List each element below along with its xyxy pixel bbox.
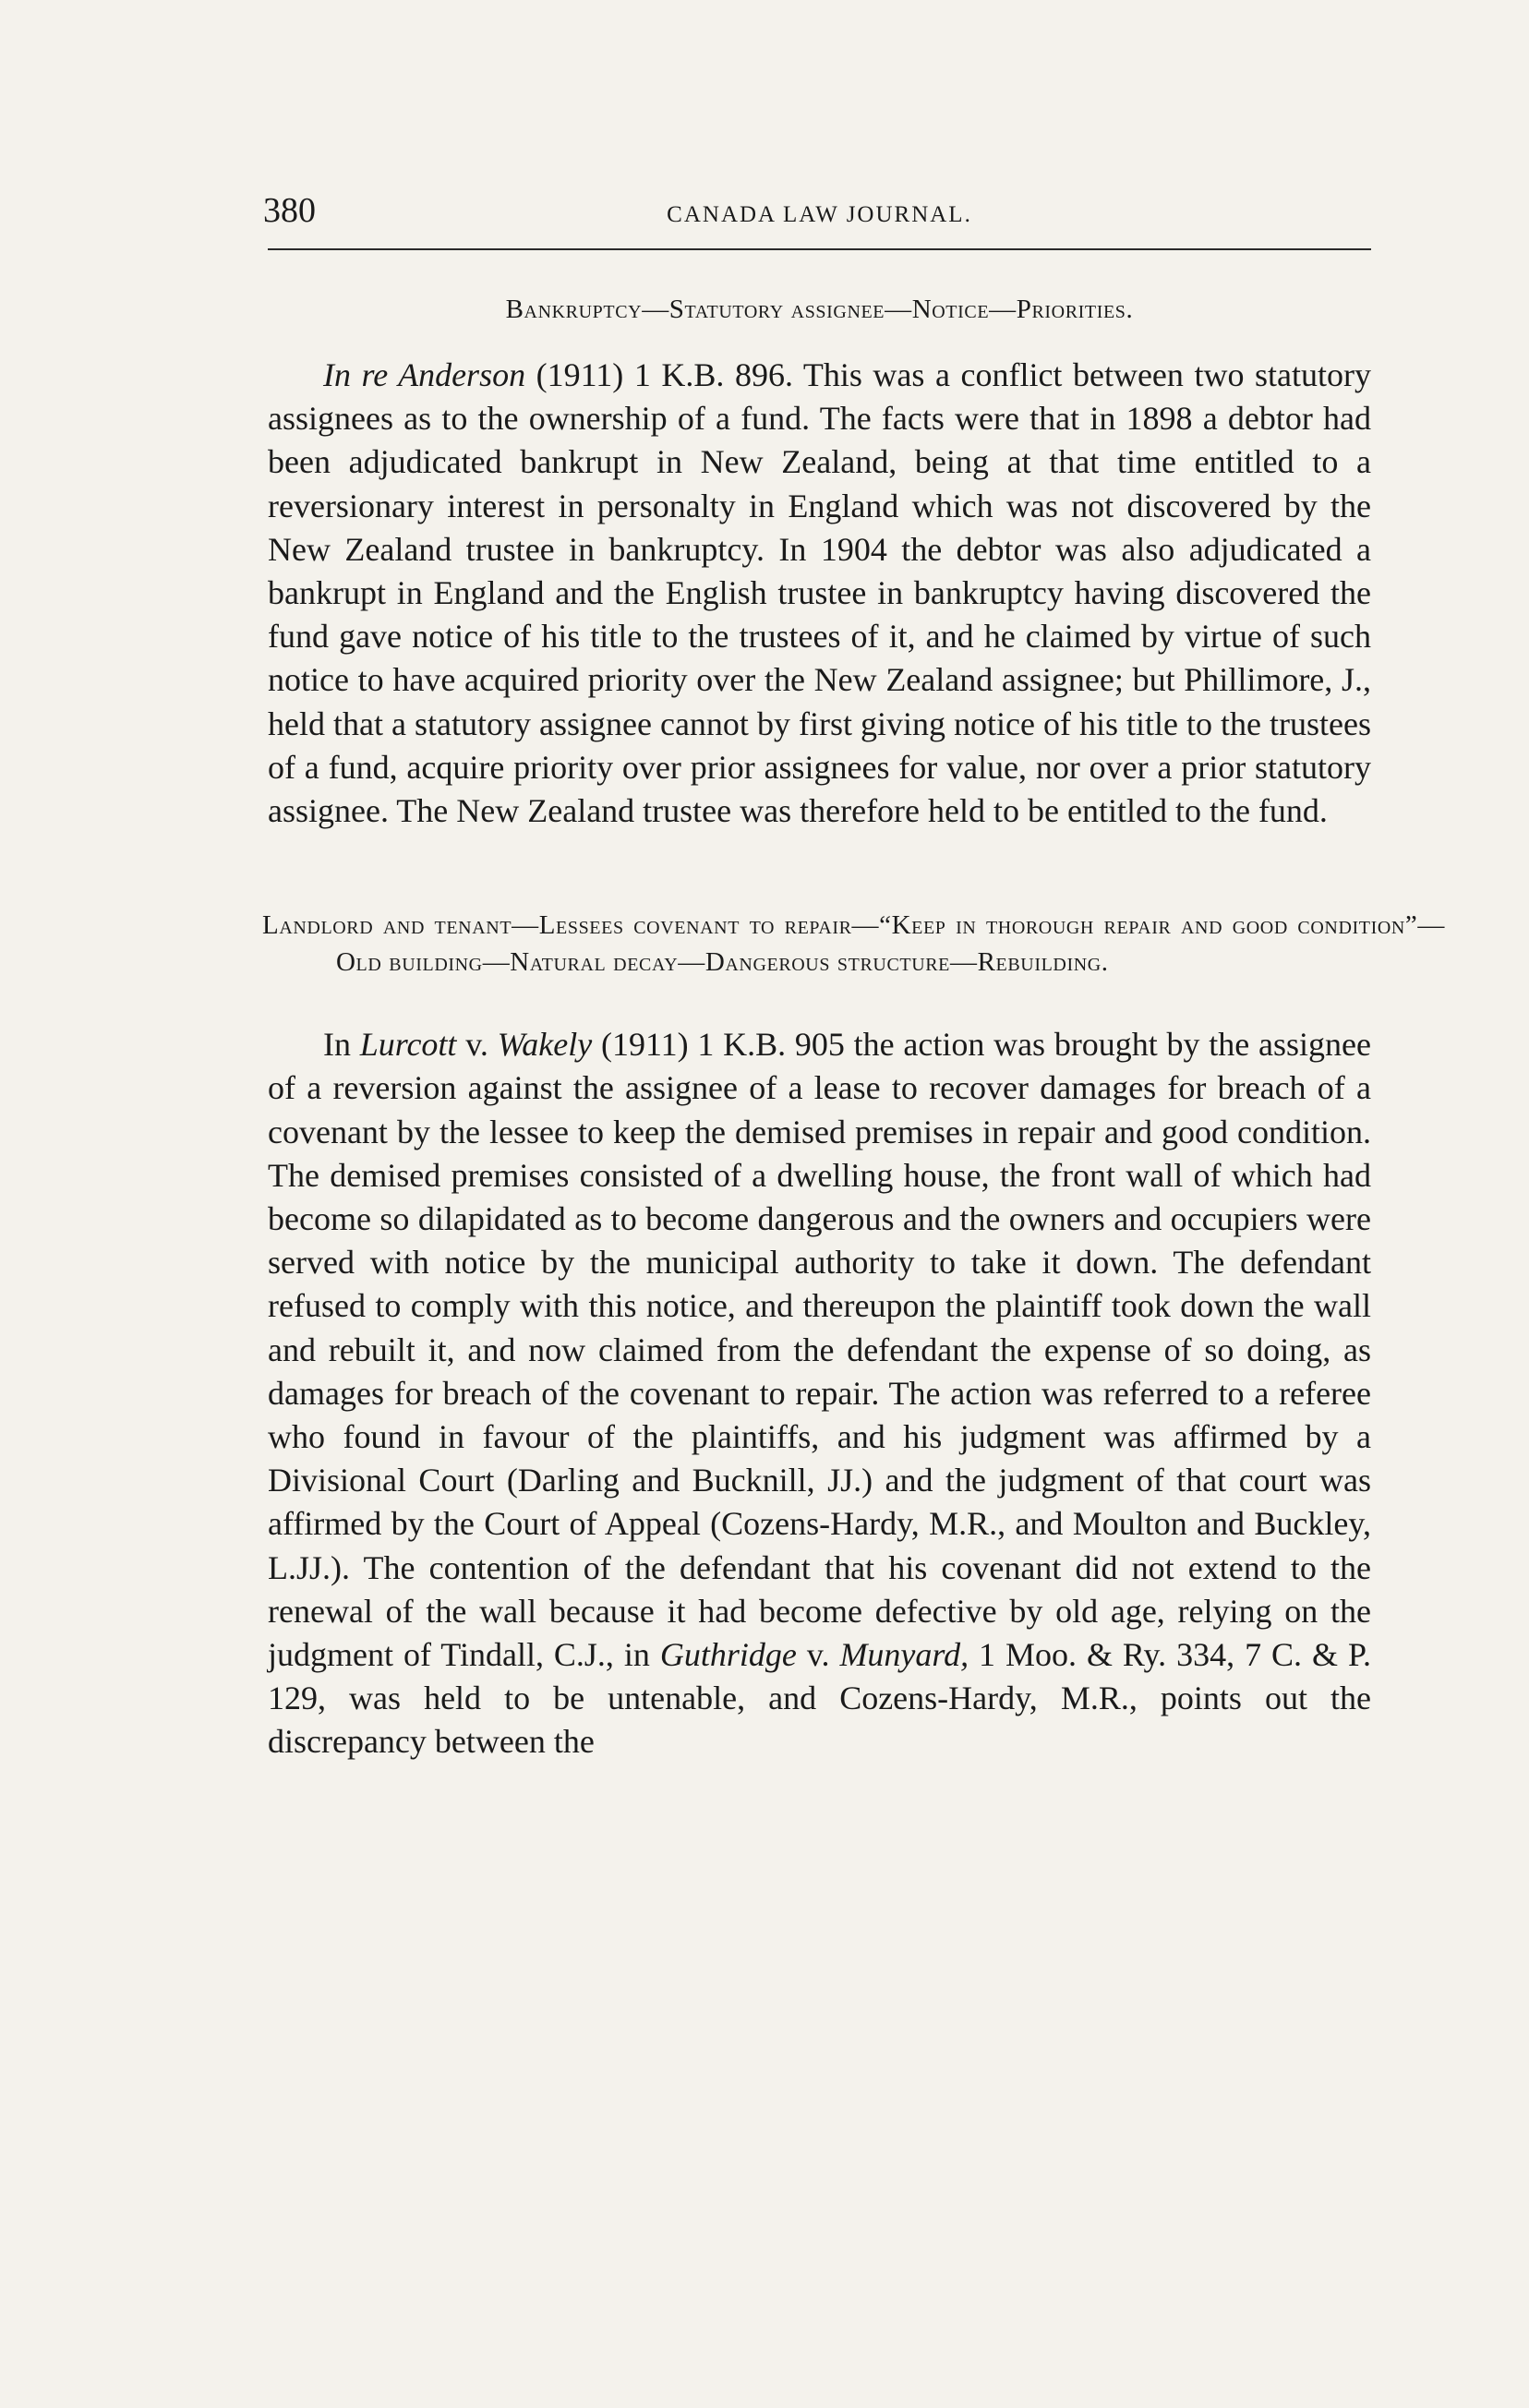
case-name: In re Anderson — [323, 356, 526, 393]
cited-versus: v. — [796, 1636, 840, 1674]
cited-defendant: Munyard, — [839, 1636, 969, 1674]
running-head — [263, 189, 1371, 245]
paragraph-bankruptcy — [268, 354, 1371, 833]
paragraph-text-main: (1911) 1 K.B. 905 the action was brought by the assignee of a reversion against the assignee of a lease to recover damages for breach of a covenant by the lessee to keep the demised premises in repair and good condition. The demised premises consisted of a dwelling house, the front wall of which had become so dilapidated as to become dangerous and the owners and occupiers were served with notice by the municipal authority to take it down. The defendant refused to comply with this notice, and thereupon the plaintiff took down the wall and rebuilt it, and now claimed from the defendant the expense of so doing, as damages for breach of the covenant to repair. The action was referred to a referee who found in favour of the plaintiffs, and his judgment was affirmed by a Divisional Court (Darling and Bucknill, JJ.) and the judgment of that court was affirmed by the Court of Appeal (Cozens-Hardy, M.R., and Moulton and Buckley, L.JJ.). The contention of the defendant that his covenant did not extend to the renewal of the wall because it had become defective by old age, relying on the judgment of Tindall, C.J., in — [268, 1026, 1371, 1674]
paragraph-text-end: 1 Moo. & Ry. 334, 7 C. & P. 129, was held to be untenable, and Cozens-Hardy, M.R., points out the discrepancy between the — [268, 1636, 1371, 1761]
paragraph-text: (1911) 1 K.B. 896. This was a conflict between two statutory assignees as to the ownership of a fund. The facts were that in 1898 a debtor had been adjudicated bankrupt in New Zealand, being at that time entitled to a reversionary interest in personalty in England which was not discovered by the New Zealand trustee in bankruptcy. In 1904 the debtor was also adjudicated a bankrupt in England and the English trustee in bankruptcy having discovered the fund gave notice of his title to the trustees of it, and he claimed by virtue of such notice to have acquired priority over the New Zealand assignee; but Phillimore, J., held that a statutory assignee cannot by first giving notice of his title to the trustees of a fund, acquire priority over prior assignees for value, nor over a prior statutory assignee. The New Zealand trustee was therefore held to be entitled to the fund. — [268, 356, 1371, 830]
page-number: 380 — [263, 191, 316, 230]
journal-title: CANADA LAW JOURNAL. — [667, 202, 972, 227]
case-defendant: Wakely — [497, 1026, 593, 1064]
cited-plaintiff: Guthridge — [659, 1636, 797, 1674]
paragraph-text-lead: In — [323, 1026, 360, 1064]
case-versus: v. — [456, 1026, 498, 1064]
paragraph-landlord-tenant — [268, 1023, 1371, 1764]
header-rule — [268, 248, 1371, 250]
section-heading-landlord-tenant: Landlord and tenant—Lessees covenant to repair—“Keep in thorough repair and good condition”—Old building—Natural decay—Dangerous structure—Rebuilding. — [262, 910, 1445, 978]
document-page — [262, 189, 1445, 1764]
section-heading-bankruptcy: Bankruptcy—Statutory assignee—Notice—Priorities. — [505, 295, 1134, 324]
case-plaintiff: Lurcott — [359, 1026, 457, 1064]
